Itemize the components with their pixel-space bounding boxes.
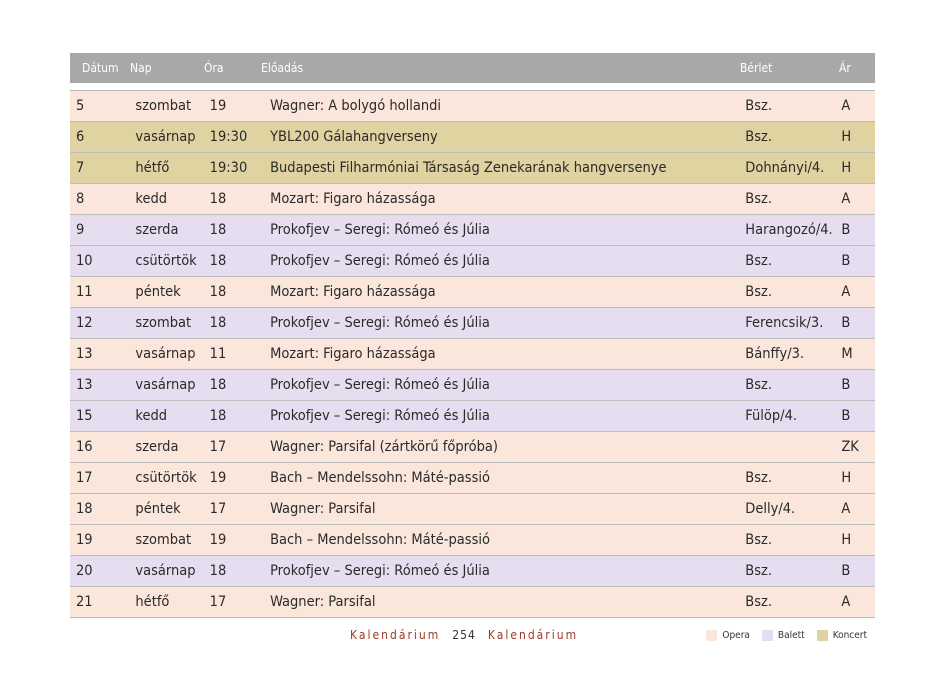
cell-performance: Mozart: Figaro házassága (270, 346, 436, 362)
cell-price: H (841, 160, 852, 176)
category-legend (706, 630, 867, 641)
table-row (70, 91, 875, 122)
cell-subscription: Bsz. (745, 470, 773, 486)
cell-day: szerda (135, 222, 179, 238)
table-row (70, 308, 875, 339)
cell-subscription: Harangozó/4. (745, 222, 833, 238)
cell-time: 19:30 (209, 160, 248, 176)
cell-price: A (841, 191, 851, 207)
table-row (70, 215, 875, 246)
cell-subscription: Bsz. (745, 532, 773, 548)
cell-price: H (841, 532, 852, 548)
cell-day: hétfő (135, 594, 170, 610)
legend-item-balett (762, 630, 805, 641)
cell-date: 19 (76, 532, 93, 548)
cell-day: vasárnap (135, 346, 196, 362)
cell-subscription: Dohnányi/4. (745, 160, 825, 176)
cell-performance: Prokofjev – Seregi: Rómeó és Júlia (270, 315, 490, 331)
cell-day: szombat (135, 315, 192, 331)
page-number: 254 (452, 628, 476, 642)
cell-performance: Prokofjev – Seregi: Rómeó és Júlia (270, 377, 490, 393)
header-price: Ár (839, 61, 851, 75)
header-day: Nap (130, 61, 152, 75)
table-row (70, 556, 875, 587)
cell-day: szombat (135, 98, 192, 114)
cell-day: vasárnap (135, 563, 196, 579)
cell-date: 5 (76, 98, 85, 114)
cell-performance: Wagner: Parsifal (zártkörű főpróba) (270, 439, 499, 455)
table-row (70, 153, 875, 184)
cell-date: 8 (76, 191, 85, 207)
cell-date: 13 (76, 377, 93, 393)
cell-time: 18 (209, 315, 227, 331)
cell-subscription: Bsz. (745, 563, 773, 579)
cell-time: 18 (209, 408, 227, 424)
header-performance: Előadás (261, 61, 304, 75)
legend-item-koncert (817, 630, 867, 641)
cell-time: 17 (209, 594, 227, 610)
cell-time: 18 (209, 253, 227, 269)
cell-date: 18 (76, 501, 93, 517)
table-row (70, 277, 875, 308)
cell-day: kedd (135, 408, 168, 424)
cell-subscription: Bsz. (745, 129, 773, 145)
cell-day: vasárnap (135, 129, 196, 145)
cell-subscription: Bsz. (745, 191, 773, 207)
cell-price: B (841, 377, 851, 393)
cell-date: 13 (76, 346, 93, 362)
cell-price: B (841, 253, 851, 269)
footer-brand (350, 628, 578, 642)
cell-price: M (841, 346, 853, 362)
cell-time: 18 (209, 284, 227, 300)
table-row (70, 339, 875, 370)
cell-performance: Wagner: A bolygó hollandi (270, 98, 441, 114)
cell-time: 19 (209, 532, 227, 548)
cell-time: 11 (209, 346, 227, 362)
table-row (70, 463, 875, 494)
cell-price: B (841, 408, 851, 424)
header-time: Óra (204, 61, 224, 75)
cell-time: 18 (209, 191, 227, 207)
cell-time: 18 (209, 377, 227, 393)
cell-day: vasárnap (135, 377, 196, 393)
cell-date: 15 (76, 408, 93, 424)
koncert-swatch (817, 630, 828, 641)
cell-price: H (841, 129, 852, 145)
cell-subscription: Ferencsik/3. (745, 315, 824, 331)
cell-date: 11 (76, 284, 93, 300)
cell-time: 18 (209, 222, 227, 238)
cell-performance: Mozart: Figaro házassága (270, 284, 436, 300)
cell-day: csütörtök (135, 470, 197, 486)
table-row (70, 525, 875, 556)
cell-day: szombat (135, 532, 192, 548)
cell-performance: Wagner: Parsifal (270, 501, 376, 517)
legend-label-koncert: Koncert (832, 630, 867, 641)
cell-time: 17 (209, 501, 227, 517)
cell-day: hétfő (135, 160, 170, 176)
cell-price: A (841, 594, 851, 610)
cell-price: A (841, 501, 851, 517)
cell-time: 19 (209, 470, 227, 486)
cell-performance: Wagner: Parsifal (270, 594, 376, 610)
cell-price: H (841, 470, 852, 486)
cell-date: 6 (76, 129, 85, 145)
cell-performance: YBL200 Gálahangverseny (270, 129, 438, 145)
balett-swatch (762, 630, 773, 641)
cell-performance: Mozart: Figaro házassága (270, 191, 436, 207)
cell-date: 17 (76, 470, 93, 486)
cell-date: 12 (76, 315, 93, 331)
cell-day: kedd (135, 191, 168, 207)
cell-performance: Prokofjev – Seregi: Rómeó és Júlia (270, 222, 490, 238)
legend-item-opera (706, 630, 750, 641)
cell-price: A (841, 284, 851, 300)
header-date: Dátum (82, 61, 119, 75)
cell-date: 10 (76, 253, 93, 269)
cell-day: péntek (135, 284, 181, 300)
cell-price: B (841, 563, 851, 579)
footer-title-left: Kalendárium (350, 628, 441, 642)
cell-subscription: Bsz. (745, 284, 773, 300)
table-row (70, 432, 875, 463)
cell-subscription: Fülöp/4. (745, 408, 798, 424)
cell-performance: Prokofjev – Seregi: Rómeó és Júlia (270, 408, 490, 424)
cell-performance: Prokofjev – Seregi: Rómeó és Júlia (270, 563, 490, 579)
cell-date: 20 (76, 563, 93, 579)
schedule-table (70, 53, 875, 618)
footer-title-right: Kalendárium (487, 628, 579, 642)
table-header (70, 53, 875, 83)
cell-time: 18 (209, 563, 227, 579)
cell-performance: Bach – Mendelssohn: Máté-passió (270, 470, 490, 486)
cell-subscription: Bánffy/3. (745, 346, 805, 362)
cell-subscription: Bsz. (745, 594, 773, 610)
legend-label-balett: Balett (777, 630, 805, 641)
cell-time: 17 (209, 439, 227, 455)
cell-performance: Prokofjev – Seregi: Rómeó és Júlia (270, 253, 490, 269)
cell-price: B (841, 315, 851, 331)
table-row (70, 122, 875, 153)
cell-day: csütörtök (135, 253, 197, 269)
cell-time: 19:30 (209, 129, 248, 145)
table-row (70, 401, 875, 432)
cell-date: 21 (76, 594, 93, 610)
table-row (70, 184, 875, 215)
table-row (70, 246, 875, 277)
cell-performance: Bach – Mendelssohn: Máté-passió (270, 532, 490, 548)
legend-label-opera: Opera (722, 630, 750, 641)
cell-price: B (841, 222, 851, 238)
cell-day: péntek (135, 501, 181, 517)
cell-day: szerda (135, 439, 179, 455)
cell-date: 7 (76, 160, 85, 176)
table-body (70, 91, 875, 618)
opera-swatch (706, 630, 717, 641)
table-row (70, 370, 875, 401)
cell-subscription: Bsz. (745, 98, 773, 114)
cell-subscription: Delly/4. (745, 501, 796, 517)
cell-time: 19 (209, 98, 227, 114)
table-row (70, 587, 875, 618)
cell-price: A (841, 98, 851, 114)
cell-subscription: Bsz. (745, 253, 773, 269)
cell-performance: Budapesti Filharmóniai Társaság Zenekarának hangversenye (270, 160, 667, 176)
header-gap (70, 83, 875, 91)
cell-subscription: Bsz. (745, 377, 773, 393)
table-row (70, 494, 875, 525)
cell-date: 16 (76, 439, 93, 455)
cell-date: 9 (76, 222, 85, 238)
cell-price: ZK (841, 439, 859, 455)
header-subscription: Bérlet (740, 61, 773, 75)
page-footer (0, 628, 944, 648)
